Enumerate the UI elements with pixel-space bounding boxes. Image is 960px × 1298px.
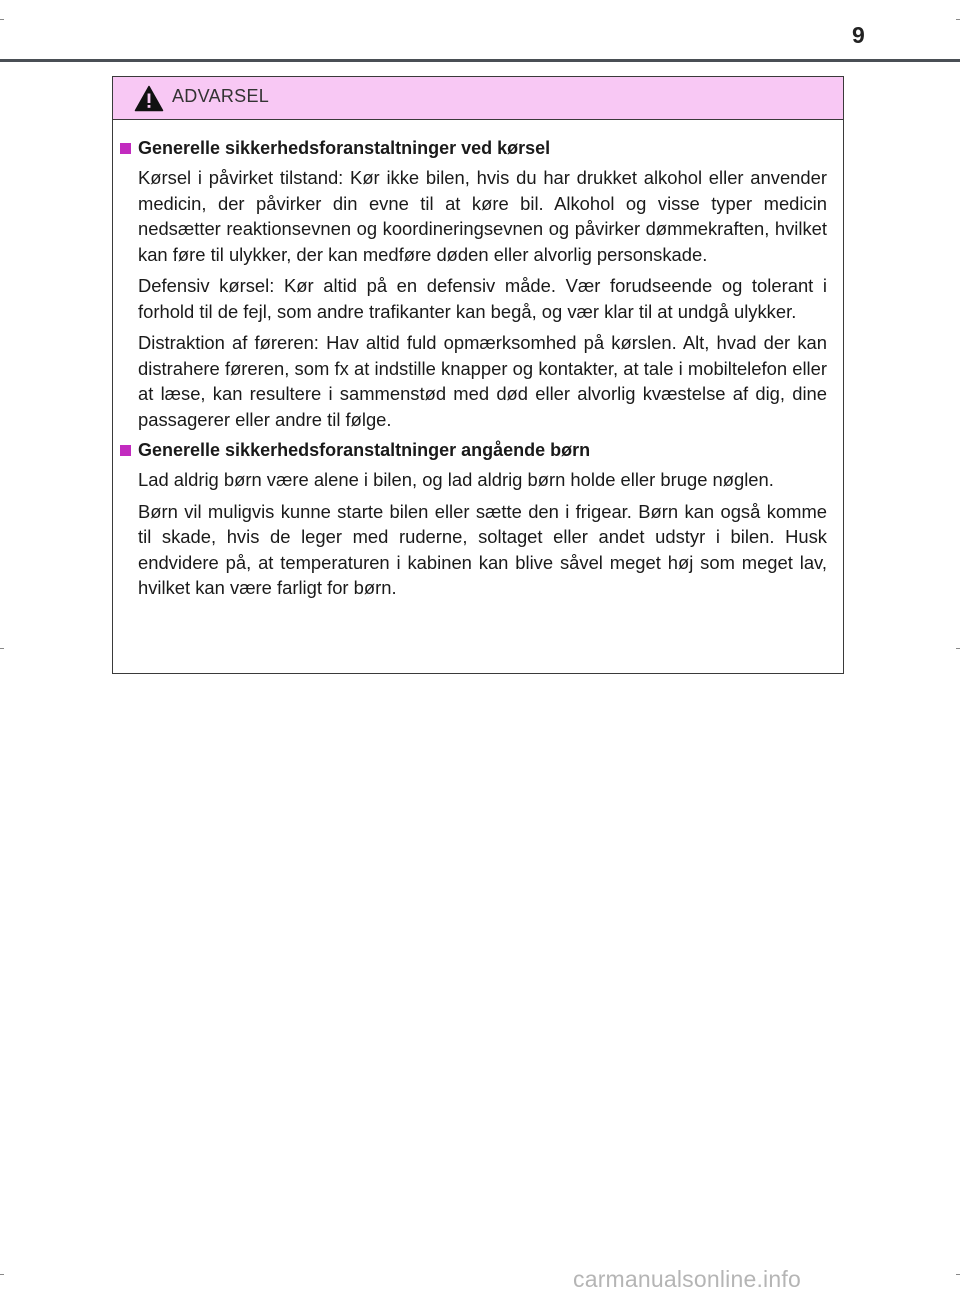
crop-mark bbox=[0, 1274, 4, 1275]
warning-body bbox=[113, 120, 843, 601]
square-bullet-icon bbox=[120, 143, 131, 154]
crop-mark bbox=[956, 1274, 960, 1275]
paragraph: Kørsel i påvirket tilstand: Kør ikke bilen, hvis du har drukket alkohol eller anvender medicin, der påvirker din evne til at køre bil. Alkohol og visse typer medicin nedsætter reaktionsevnen og koordineringsevnen og påvirker dømmekraften, hvilket kan føre til ulykker, der kan medføre døden eller alvorlig personskade. bbox=[138, 167, 827, 265]
crop-mark bbox=[956, 648, 960, 649]
warning-header bbox=[113, 77, 843, 120]
header-rule bbox=[0, 59, 960, 62]
paragraph: Lad aldrig børn være alene i bilen, og lad aldrig børn holde eller bruge nøglen. bbox=[138, 469, 774, 490]
crop-mark bbox=[0, 19, 4, 20]
paragraph: Defensiv kørsel: Kør altid på en defensiv måde. Vær forudseende og tolerant i forhold til de fejl, som andre trafikanter kan begå, og vær klar til at undgå ulykker. bbox=[138, 275, 827, 322]
section-heading-text: Generelle sikkerhedsforanstaltninger angående børn bbox=[138, 440, 591, 460]
page-number: 9 bbox=[852, 22, 865, 48]
section-heading-text: Generelle sikkerhedsforanstaltninger ved kørsel bbox=[138, 138, 551, 158]
warning-triangle-icon bbox=[134, 85, 164, 112]
crop-mark bbox=[956, 19, 960, 20]
watermark: carmanualsonline.info bbox=[573, 1266, 801, 1292]
crop-mark bbox=[0, 648, 4, 649]
warning-title: ADVARSEL bbox=[172, 85, 270, 106]
paragraph: Distraktion af føreren: Hav altid fuld opmærksomhed på kørslen. Alt, hvad der kan distrahere føreren, som fx at indstille knapper og kontakter, at tale i mobiltelefon eller at læse, kan resultere i sammenstød med død eller alvorlig kvæstelse af dig, dine passagerer eller andre til følge. bbox=[138, 332, 827, 430]
square-bullet-icon bbox=[120, 445, 131, 456]
section-driving bbox=[120, 136, 827, 432]
section-heading bbox=[120, 136, 827, 160]
section-heading bbox=[120, 438, 827, 462]
paragraph: Børn vil muligvis kunne starte bilen eller sætte den i frigear. Børn kan også komme til skade, hvis de leger med ruderne, soltaget eller andet udstyr i bilen. Husk endvidere på, at temperaturen i kabinen kan blive såvel meget høj som meget lav, hvilket kan være farligt for børn. bbox=[138, 500, 827, 598]
warning-box bbox=[112, 76, 844, 674]
section-children bbox=[120, 438, 827, 601]
